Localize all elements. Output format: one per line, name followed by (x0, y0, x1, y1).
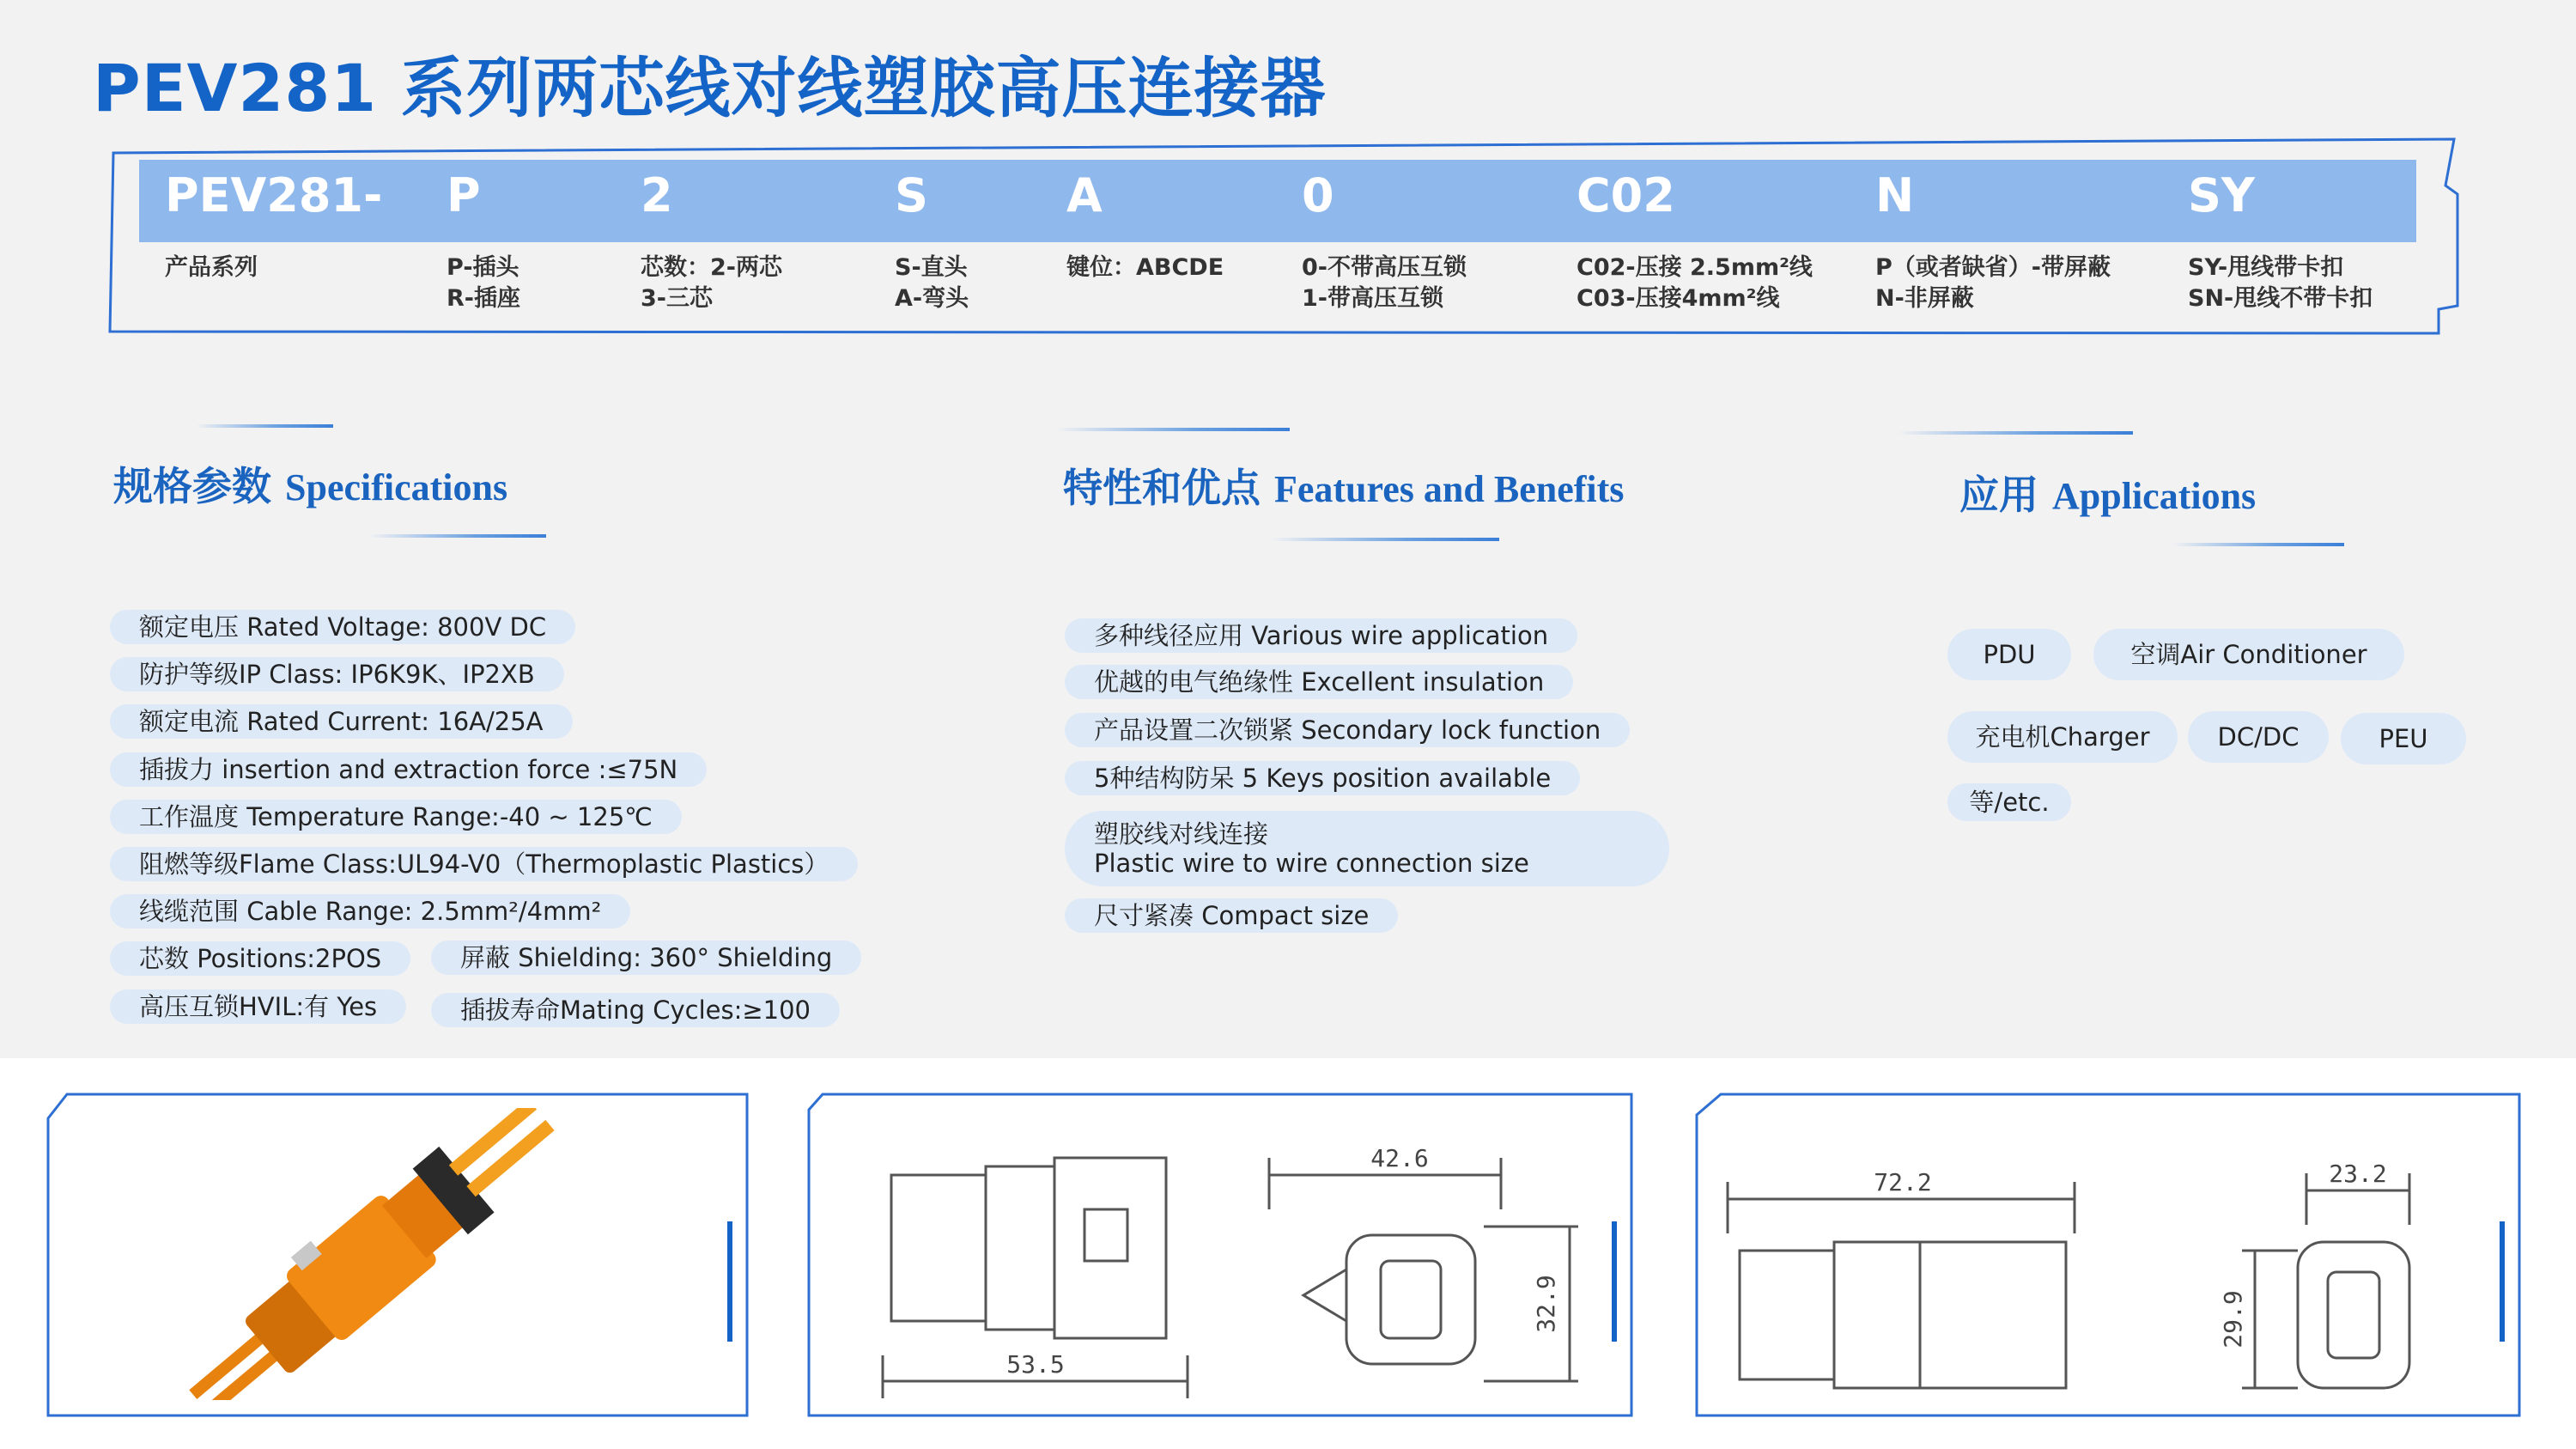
page-title: PEV281 系列两芯线对线塑胶高压连接器 (93, 50, 1327, 126)
pn-desc-crimp: C02-压接 2.5mm²线 C03-压接4mm²线 (1577, 254, 1813, 312)
spec-item: 线缆范围 Cable Range: 2.5mm²/4mm² (110, 894, 630, 928)
spec-item: 芯数 Positions:2POS (110, 941, 410, 976)
pn-desc-type: P-插头 R-插座 (447, 254, 520, 312)
app-deco-bottom (2172, 543, 2344, 546)
application-item: PEU (2341, 713, 2466, 764)
spec-deco-bottom (369, 534, 546, 538)
pn-desc-cores: 芯数：2-两芯 3-三芯 (641, 254, 782, 312)
feature-item: 多种线径应用 Various wire application (1065, 618, 1577, 653)
application-item: 充电机Charger (1947, 711, 2178, 763)
spec-item: 防护等级IP Class: IP6K9K、IP2XB (110, 657, 564, 691)
features-section-title: 特性和优点 Features and Benefits (1063, 465, 1625, 511)
pn-code-key: A (1066, 168, 1103, 222)
application-item: DC/DC (2188, 711, 2329, 763)
spec-item: 额定电流 Rated Current: 16A/25A (110, 704, 573, 739)
pn-code-crimp: C02 (1577, 168, 1675, 222)
pn-code-lead: SY (2188, 168, 2255, 222)
application-item: 空调Air Conditioner (2093, 629, 2404, 680)
feature-item: 尺寸紧凑 Compact size (1065, 898, 1398, 933)
pn-code-cores: 2 (641, 168, 673, 222)
application-item: PDU (1947, 629, 2071, 680)
app-deco-top (1898, 431, 2133, 435)
pn-desc-series: 产品系列 (165, 254, 258, 281)
spec-section-title: 规格参数 Specifications (113, 463, 508, 509)
spec-item: 高压互锁HVIL:有 Yes (110, 989, 406, 1024)
spec-item: 屏蔽 Shielding: 360° Shielding (431, 941, 861, 975)
spec-deco-top (196, 424, 333, 428)
receptacle-technical-drawing (1714, 1122, 2452, 1407)
pn-desc-head: S-直头 A-弯头 (895, 254, 969, 312)
pn-code-head: S (895, 168, 928, 222)
connector-render (155, 1108, 601, 1400)
dim-width: 42.6 (1370, 1144, 1429, 1172)
feature-item: 5种结构防呆 5 Keys position available (1065, 761, 1580, 795)
part-number-header-bar (139, 160, 2416, 242)
plug-technical-drawing (857, 1141, 1585, 1414)
spec-item: 工作温度 Temperature Range:-40 ~ 125℃ (110, 800, 682, 834)
dim-height: 29.9 (2219, 1290, 2247, 1349)
dim-height: 32.9 (1532, 1275, 1560, 1333)
spec-item: 插拔力 insertion and extraction force :≤75N (110, 752, 707, 787)
orange-wire (466, 1120, 554, 1196)
pn-code-hvil: 0 (1302, 168, 1334, 222)
applications-section-title: 应用 Applications (1959, 472, 2257, 518)
feat-deco-top (1056, 428, 1290, 431)
pn-code-type: P (447, 168, 481, 222)
dim-length: 53.5 (1006, 1350, 1065, 1379)
feat-deco-bottom (1271, 538, 1499, 541)
pn-code-series: PEV281- (165, 168, 383, 222)
feature-item: 优越的电气绝缘性 Excellent insulation (1065, 665, 1573, 699)
pn-desc-hvil: 0-不带高压互锁 1-带高压互锁 (1302, 254, 1467, 312)
dim-length: 72.2 (1874, 1168, 1932, 1196)
pn-desc-key: 键位：ABCDE (1066, 254, 1224, 281)
dim-width: 23.2 (2329, 1160, 2387, 1188)
pn-desc-lead: SY-甩线带卡扣 SN-甩线不带卡扣 (2188, 254, 2373, 312)
spec-item: 阻燃等级Flame Class:UL94-V0（Thermoplastic Plastics） (110, 847, 858, 881)
spec-item: 额定电压 Rated Voltage: 800V DC (110, 610, 575, 644)
pn-code-shield: N (1875, 168, 1915, 222)
pn-desc-shield: P（或者缺省）-带屏蔽 N-非屏蔽 (1875, 254, 2111, 312)
feature-item-two-line: 塑胶线对线连接 Plastic wire to wire connection size (1065, 811, 1669, 886)
spec-item: 插拔寿命Mating Cycles:≥100 (431, 993, 840, 1027)
application-item: 等/etc. (1947, 783, 2071, 821)
feature-item: 产品设置二次锁紧 Secondary lock function (1065, 713, 1630, 747)
